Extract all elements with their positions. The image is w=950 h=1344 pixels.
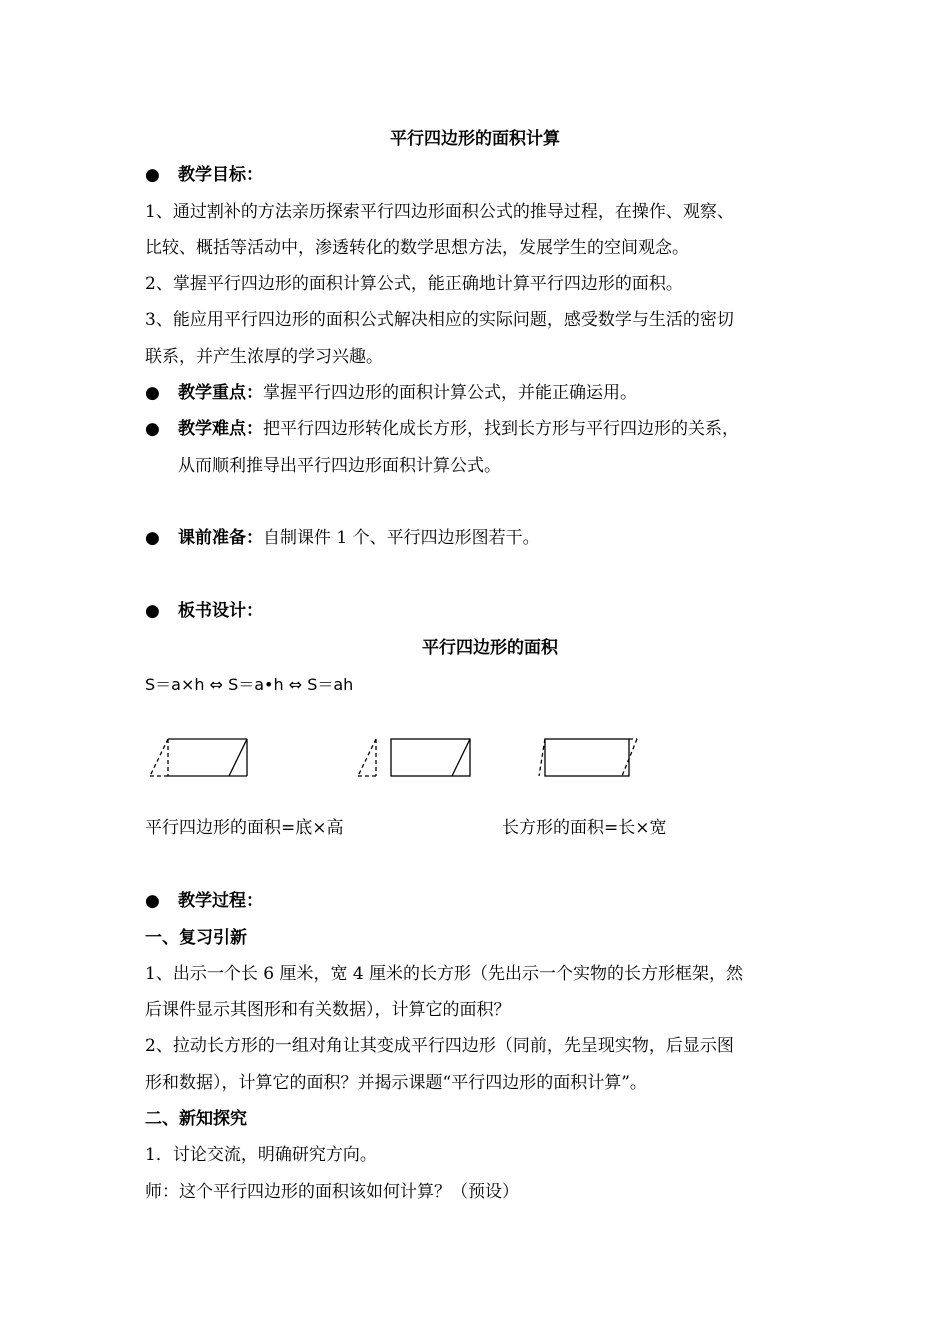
key-point (178, 381, 637, 405)
fig2-dashed-slant (358, 739, 376, 776)
section-1-p1b: 后课件显示其图形和有关数据），计算它的面积？ (145, 1000, 511, 1020)
bullet: ● (145, 528, 160, 548)
difficulty (178, 417, 739, 441)
preparation-text: 自制课件 1 个、平行四边形图若干。 (263, 528, 540, 548)
figure-moved-triangle (350, 730, 480, 786)
figure-rectangle-formed (535, 730, 655, 786)
key-point-label: 教学重点： (178, 383, 263, 403)
bullet: ● (145, 383, 160, 403)
caption-parallelogram: 平行四边形的面积=底×高 (145, 818, 344, 838)
section-1-p1a: 1、出示一个长 6 厘米，宽 4 厘米的长方形（先出示一个实物的长方形框架，然 (145, 964, 744, 984)
fig2-slant-edge (452, 739, 470, 776)
difficulty-text-b: 从而顺利推导出平行四边形面积计算公式。 (178, 456, 501, 476)
preparation (178, 526, 540, 550)
process-heading: 教学过程： (178, 891, 263, 911)
goal-3a: 3、能应用平行四边形的面积公式解决相应的实际问题，感受数学与生活的密切 (145, 310, 734, 330)
fig2-rectangle (391, 739, 470, 776)
goal-2: 2、掌握平行四边形的面积计算公式，能正确地计算平行四边形的面积。 (145, 274, 683, 294)
fig3-rectangle (545, 739, 629, 776)
section-2-p2: 师：这个平行四边形的面积该如何计算？（预设） (145, 1182, 519, 1202)
bullet: ● (145, 601, 160, 621)
goal-1b: 比较、概括等活动中，渗透转化的数学思想方法，发展学生的空间观念。 (145, 238, 689, 258)
area-formula: S＝a×h ⇔ S＝a•h ⇔ S＝ah (145, 675, 354, 694)
goal-3b: 联系，并产生浓厚的学习兴趣。 (145, 347, 383, 367)
board-heading: 板书设计： (178, 601, 263, 621)
fig1-dashed-slant (150, 739, 168, 776)
fig1-slant-edge (229, 739, 247, 776)
difficulty-text-a: 把平行四边形转化成长方形，找到长方形与平行四边形的关系， (263, 419, 739, 439)
board-subtitle: 平行四边形的面积 (422, 638, 558, 658)
figure-cut-parallelogram (140, 730, 260, 786)
goals-heading: 教学目标： (178, 165, 263, 185)
document-title: 平行四边形的面积计算 (390, 129, 560, 149)
section-1-title: 一、复习引新 (145, 928, 247, 948)
key-point-text: 掌握平行四边形的面积计算公式，并能正确运用。 (263, 383, 637, 403)
fig3-dashed-left-slant (539, 739, 545, 776)
section-1-p2b: 形和数据），计算它的面积？并揭示课题“平行四边形的面积计算”。 (145, 1073, 647, 1093)
section-2-title: 二、新知探究 (145, 1109, 247, 1129)
bullet: ● (145, 419, 160, 439)
section-2-p1: 1．讨论交流，明确研究方向。 (145, 1145, 377, 1165)
caption-rectangle: 长方形的面积=长×宽 (502, 818, 667, 838)
section-1-p2a: 2、拉动长方形的一组对角让其变成平行四边形（同前，先呈现实物，后显示图 (145, 1036, 734, 1056)
difficulty-label: 教学难点： (178, 419, 263, 439)
goal-1a: 1、通过割补的方法亲历探索平行四边形面积公式的推导过程，在操作、观察、 (145, 202, 734, 222)
bullet: ● (145, 165, 160, 185)
bullet: ● (145, 891, 160, 911)
preparation-label: 课前准备： (178, 528, 263, 548)
